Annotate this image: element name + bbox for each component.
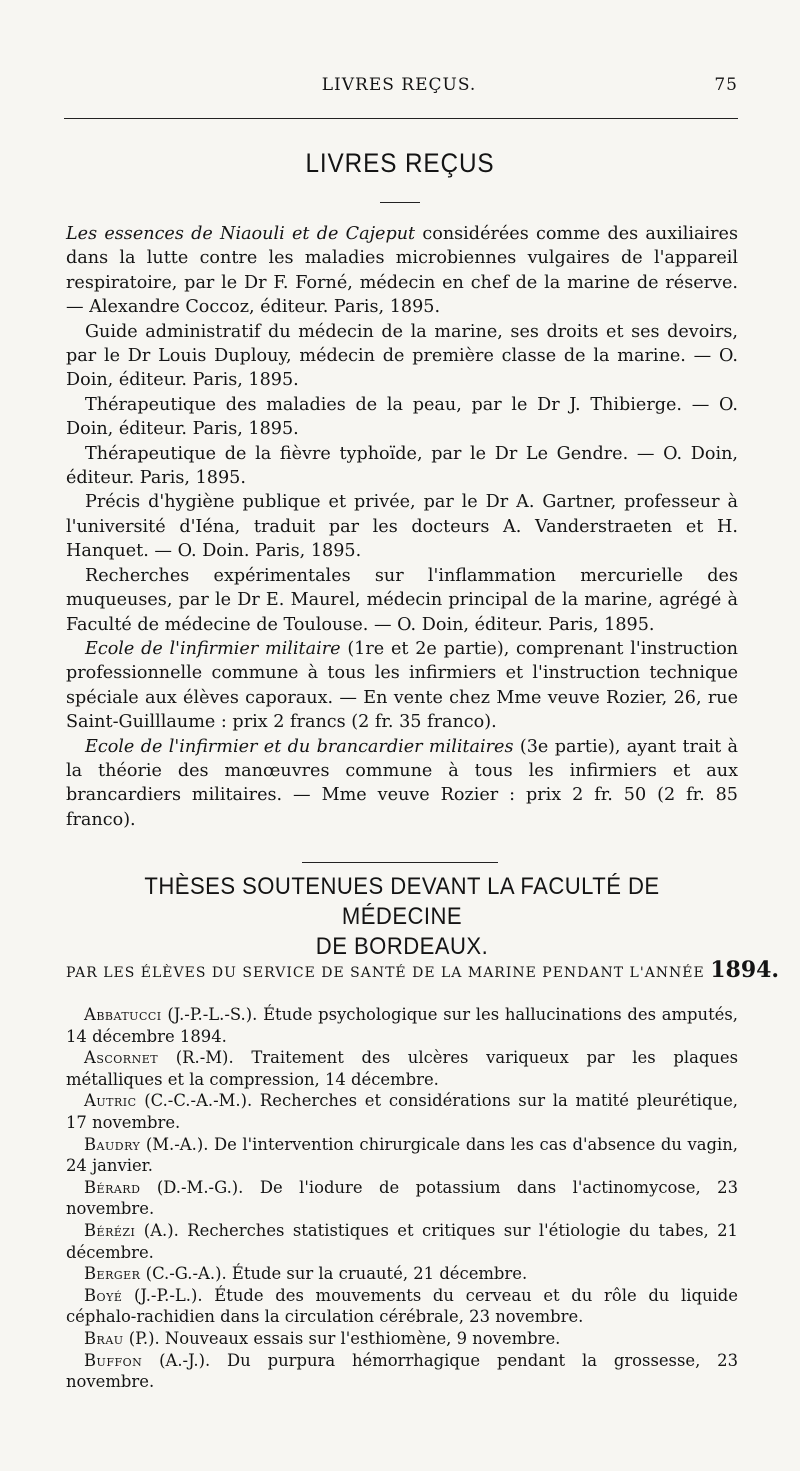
book-entry: Guide administratif du médecin de la marine, ses droits et ses devoirs, par le Dr Louis Duplouy, médecin de première classe de la marine. — O. Doin, éditeur. Paris, 1895.	[66, 321, 738, 391]
book-entry: Précis d'hygiène publique et privée, par le Dr A. Gartner, professeur à l'université d'Iéna, traduit par les docteurs A. Vanderstraeten et H. Hanquet. — O. Doin. Paris, 1895.	[66, 492, 738, 562]
theses-list	[66, 1004, 738, 1393]
thesis-entry: Bérézi (A.). Recherches statistiques et critiques sur l'étiologie du tabes, 21 décembre.	[66, 1220, 738, 1262]
book-entry: Ecole de l'infirmier et du brancardier militaires (3e partie), ayant trait à la théorie des manœuvres commune à tous les infirmiers et aux brancardiers militaires. — Mme veuve Rozier : prix 2 fr. 50 (2 fr. 85 franco).	[66, 736, 738, 830]
thesis-entry: Autric (C.-C.-A.-M.). Recherches et considérations sur la matité pleurétique, 17 novembre.	[66, 1091, 738, 1132]
book-entry: Recherches expérimentales sur l'inflammation mercurielle des muqueuses, par le Dr E. Maurel, médecin principal de la marine, agrégé à Faculté de médecine de Toulouse. — O. Doin, éditeur. Paris, 1895.	[66, 565, 738, 635]
thesis-entry: Brau (P.). Nouveaux essais sur l'esthiomène, 9 novembre.	[84, 1328, 561, 1348]
running-head	[60, 75, 738, 101]
thesis-entry: Bérard (D.-M.-G.). De l'iodure de potassium dans l'actinomycose, 23 novembre.	[66, 1177, 738, 1219]
section-divider	[302, 862, 498, 863]
subheading-text: PAR LES ÉLÈVES DU SERVICE DE SANTÉ DE LA MARINE PENDANT L'ANNÉE	[66, 965, 705, 981]
book-entry: Thérapeutique des maladies de la peau, par le Dr J. Thibierge. — O. Doin, éditeur. Paris, 1895.	[66, 394, 738, 440]
book-entry: Ecole de l'infirmier militaire (1re et 2e partie), comprenant l'instruction professionnelle commune à tous les infirmiers et l'instruction technique spéciale aux élèves caporaux. — En vente chez Mme veuve Rozier, 26, rue Saint-Guilllaume : prix 2 francs (2 fr. 35 franco).	[66, 638, 738, 733]
heading-line-1: THÈSES SOUTENUES DEVANT LA FACULTÉ DE MÉDECINE	[144, 873, 660, 930]
theses-subheading	[66, 957, 780, 983]
thesis-entry: Ascornet (R.-M). Traitement des ulcères variqueux par les plaques métalliques et la compression, 14 décembre.	[66, 1048, 738, 1089]
thesis-entry: Berger (C.-G.-A.). Étude sur la cruauté, 21 décembre.	[84, 1264, 528, 1284]
thesis-entry: Buffon (A.-J.). Du purpura hémorrhagique pendant la grossesse, 23 novembre.	[66, 1350, 738, 1392]
running-title: LIVRES REÇUS.	[321, 75, 477, 95]
book-entry: Les essences de Niaouli et de Cajeput considérées comme des auxiliaires dans la lutte contre les maladies microbiennes vulgaires de l'appareil respiratoire, par le Dr F. Forné, médecin en chef de la marine de réserve. — Alexandre Coccoz, éditeur. Paris, 1895.	[66, 224, 739, 318]
header-rule	[64, 118, 738, 119]
book-entry: Thérapeutique de la fièvre typhoïde, par le Dr Le Gendre. — O. Doin, éditeur. Paris, 1895.	[66, 443, 738, 489]
thesis-entry: Baudry (M.-A.). De l'intervention chirurgicale dans les cas d'absence du vagin, 24 janvier.	[66, 1134, 738, 1176]
section-heading-theses	[93, 872, 711, 962]
subheading-year: 1894.	[710, 957, 780, 983]
heading-dash	[380, 202, 420, 203]
section-heading-livres: LIVRES REÇUS	[305, 148, 495, 178]
page-number: 75	[714, 75, 738, 95]
thesis-entry: Boyé (J.-P.-L.). Étude des mouvements du cerveau et du rôle du liquide céphalo-rachidien dans la circulation cérébrale, 23 novembre.	[66, 1285, 738, 1327]
book-list	[66, 222, 738, 832]
thesis-entry: Abbatucci (J.-P.-L.-S.). Étude psychologique sur les hallucinations des amputés, 14 décembre 1894.	[66, 1005, 738, 1046]
heading-line-2: DE BORDEAUX.	[315, 933, 489, 960]
